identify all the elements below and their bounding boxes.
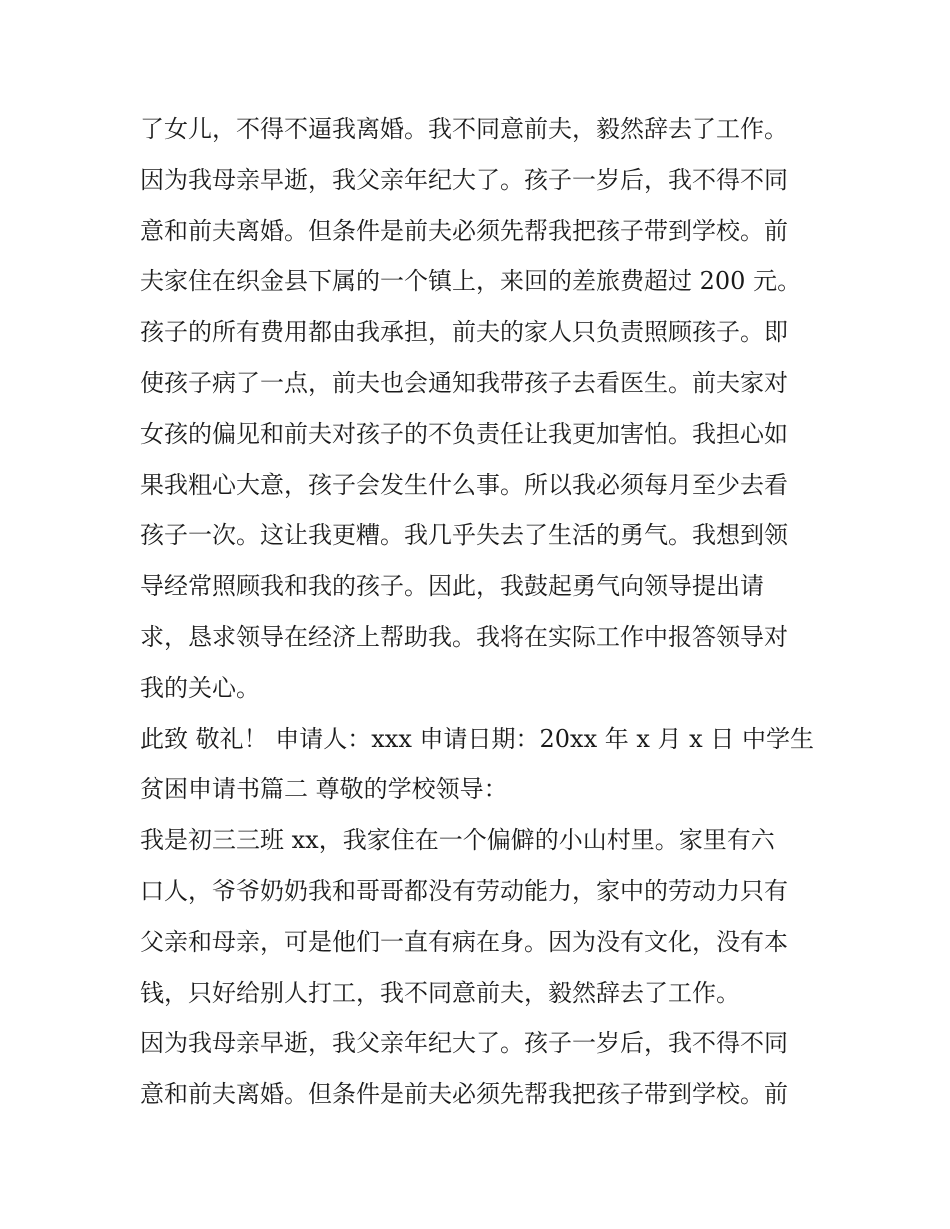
text-line: 口人，爷爷奶奶我和哥哥都没有劳动能力，家中的劳动力只有 (140, 876, 788, 905)
text-line: 孩子一次。这让我更糟。我几乎失去了生活的勇气。我想到领 (140, 521, 788, 550)
text-line: 意和前夫离婚。但条件是前夫必须先帮我把孩子带到学校。前 (140, 1080, 788, 1109)
text-line: 孩子的所有费用都由我承担，前夫的家人只负责照顾孩子。即 (140, 318, 788, 347)
text-line: 意和前夫离婚。但条件是前夫必须先帮我把孩子带到学校。前 (140, 216, 788, 245)
text-line: 钱，只好给别人打工，我不同意前夫，毅然辞去了工作。 (140, 978, 740, 1007)
text-line: 我是初三三班 xx，我家住在一个偏僻的小山村里。家里有六 (140, 826, 775, 855)
closing-line: 此致 敬礼！ 申请人：xxx 申请日期：20xx 年 x 月 x 日 中学生 (140, 724, 814, 753)
text-line: 女孩的偏见和前夫对孩子的不负责任让我更加害怕。我担心如 (140, 419, 788, 448)
text-line: 了女儿，不得不逼我离婚。我不同意前夫，毅然辞去了工作。 (140, 115, 788, 143)
text-line: 果我粗心大意，孩子会发生什么事。所以我必须每月至少去看 (140, 470, 788, 499)
document-body (140, 104, 820, 1120)
section-heading-line: 贫困申请书篇二 尊敬的学校领导： (140, 775, 508, 804)
text-line: 导经常照顾我和我的孩子。因此，我鼓起勇气向领导提出请 (140, 572, 764, 601)
text-line: 因为我母亲早逝，我父亲年纪大了。孩子一岁后，我不得不同 (140, 1029, 788, 1058)
text-line: 父亲和母亲，可是他们一直有病在身。因为没有文化，没有本 (140, 927, 788, 956)
text-line: 因为我母亲早逝，我父亲年纪大了。孩子一岁后，我不得不同 (140, 165, 788, 194)
text-line: 求，恳求领导在经济上帮助我。我将在实际工作中报答领导对 (140, 622, 788, 651)
text-line: 夫家住在织金县下属的一个镇上，来回的差旅费超过 200 元。 (140, 267, 802, 296)
text-line: 使孩子病了一点，前夫也会通知我带孩子去看医生。前夫家对 (140, 368, 788, 397)
text-line: 我的关心。 (140, 673, 260, 702)
